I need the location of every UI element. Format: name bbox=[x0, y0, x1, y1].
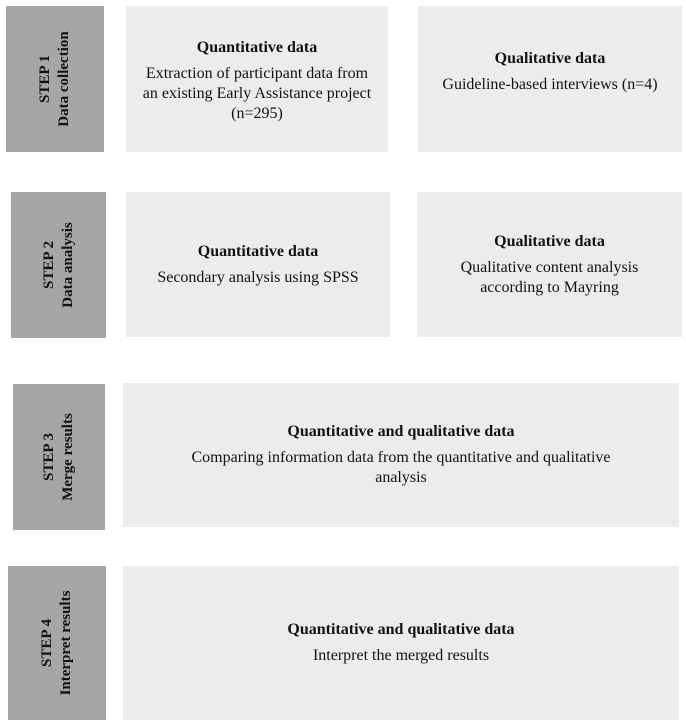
step-3-label: STEP 3 bbox=[41, 433, 57, 481]
box-heading: Quantitative data bbox=[197, 242, 319, 260]
step-4-label: STEP 4 bbox=[39, 619, 55, 667]
box-text: Guideline-based interviews (n=4) bbox=[442, 76, 658, 93]
box-text: Qualitative content analysis according to Mayring bbox=[460, 258, 639, 296]
box-text: Comparing information data from the quantitative and qualitative analysis bbox=[191, 449, 611, 486]
step-1-quantitative-box bbox=[126, 6, 388, 152]
step-2-quantitative-box bbox=[126, 192, 390, 337]
step-1-tab bbox=[6, 6, 104, 152]
step-3-tab bbox=[13, 384, 105, 530]
box-heading: Quantitative data bbox=[196, 39, 318, 56]
step-2-title: Data analysis bbox=[59, 222, 76, 308]
box-heading: Qualitative data bbox=[494, 50, 606, 67]
step-1-qualitative-box bbox=[418, 6, 682, 152]
step-2-qualitative-box bbox=[417, 192, 682, 337]
step-3-title: Merge results bbox=[60, 413, 76, 501]
step-3-merged-box bbox=[123, 383, 679, 527]
box-text: Secondary analysis using SPSS bbox=[157, 268, 359, 286]
box-heading: Quantitative and qualitative data bbox=[287, 621, 515, 638]
box-text: Extraction of participant data from an existing Early Assistance project (n=295) bbox=[142, 65, 372, 122]
step-2-tab bbox=[11, 192, 106, 338]
box-heading: Qualitative data bbox=[494, 232, 605, 250]
step-1-label: STEP 1 bbox=[37, 55, 53, 103]
step-4-interpret-box bbox=[123, 566, 679, 720]
step-2-label: STEP 2 bbox=[40, 241, 57, 289]
box-text: Interpret the merged results bbox=[312, 647, 490, 664]
step-1-title: Data collection bbox=[56, 31, 72, 127]
box-heading: Quantitative and qualitative data bbox=[287, 423, 515, 440]
step-4-tab bbox=[8, 566, 106, 720]
step-4-title: Interpret results bbox=[58, 590, 74, 696]
